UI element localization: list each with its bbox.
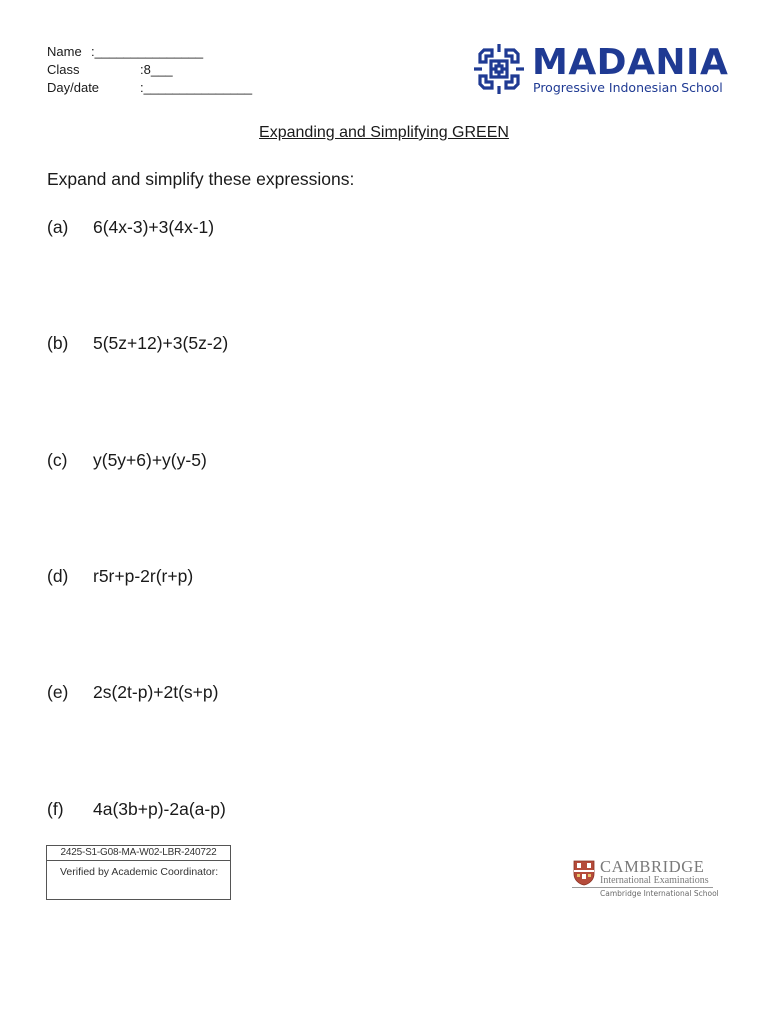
cambridge-subtitle: International Examinations (600, 875, 709, 886)
document-reference-box (46, 845, 231, 900)
date-field (47, 79, 252, 97)
document-code: 2425-S1-G08-MA-W02-LBR-240722 (47, 846, 230, 861)
name-blank: _______________ (94, 44, 204, 59)
class-colon: : (140, 62, 144, 77)
date-label: Day/date (47, 80, 100, 95)
question-label: (a) (47, 217, 69, 237)
madania-logo (470, 42, 730, 98)
question-expression: 4a(3b+p)-2a(a-p) (93, 799, 226, 819)
worksheet-instruction: Expand and simplify these expressions: (47, 169, 355, 189)
cambridge-shield-icon (573, 860, 595, 886)
date-blank: _______________ (143, 80, 253, 95)
question-label: (f) (47, 799, 64, 819)
question-e (47, 681, 218, 703)
madania-emblem-icon (472, 42, 526, 96)
class-label: Class (47, 62, 80, 77)
name-label: Name (47, 44, 82, 59)
class-value: 8___ (143, 62, 173, 77)
madania-wordmark: MADANIA (532, 42, 729, 83)
question-expression: 2s(2t-p)+2t(s+p) (93, 682, 219, 702)
cambridge-logo (572, 858, 717, 904)
cambridge-school-label: Cambridge International School (600, 889, 719, 898)
cambridge-wordmark: CAMBRIDGE (600, 857, 705, 876)
verification-label: Verified by Academic Coordinator: (60, 866, 219, 878)
madania-tagline: Progressive Indonesian School (533, 80, 723, 95)
question-label: (d) (47, 566, 69, 586)
worksheet-title: Expanding and Simplifying GREEN (259, 124, 509, 141)
question-c (47, 449, 207, 471)
class-field (47, 61, 252, 79)
date-colon: : (140, 80, 144, 95)
question-d (47, 565, 193, 587)
student-info-fields (47, 43, 252, 97)
question-expression: 5(5z+12)+3(5z-2) (93, 333, 229, 353)
question-a (47, 216, 214, 238)
question-expression: 6(4x-3)+3(4x-1) (93, 217, 215, 237)
cambridge-divider (572, 887, 713, 888)
name-field (47, 43, 252, 61)
question-expression: y(5y+6)+y(y-5) (93, 450, 207, 470)
question-expression: r5r+p-2r(r+p) (93, 566, 194, 586)
question-label: (e) (47, 682, 69, 702)
question-b (47, 332, 228, 354)
name-colon: : (91, 44, 95, 59)
question-label: (b) (47, 333, 69, 353)
question-label: (c) (47, 450, 68, 470)
question-f (47, 798, 226, 820)
